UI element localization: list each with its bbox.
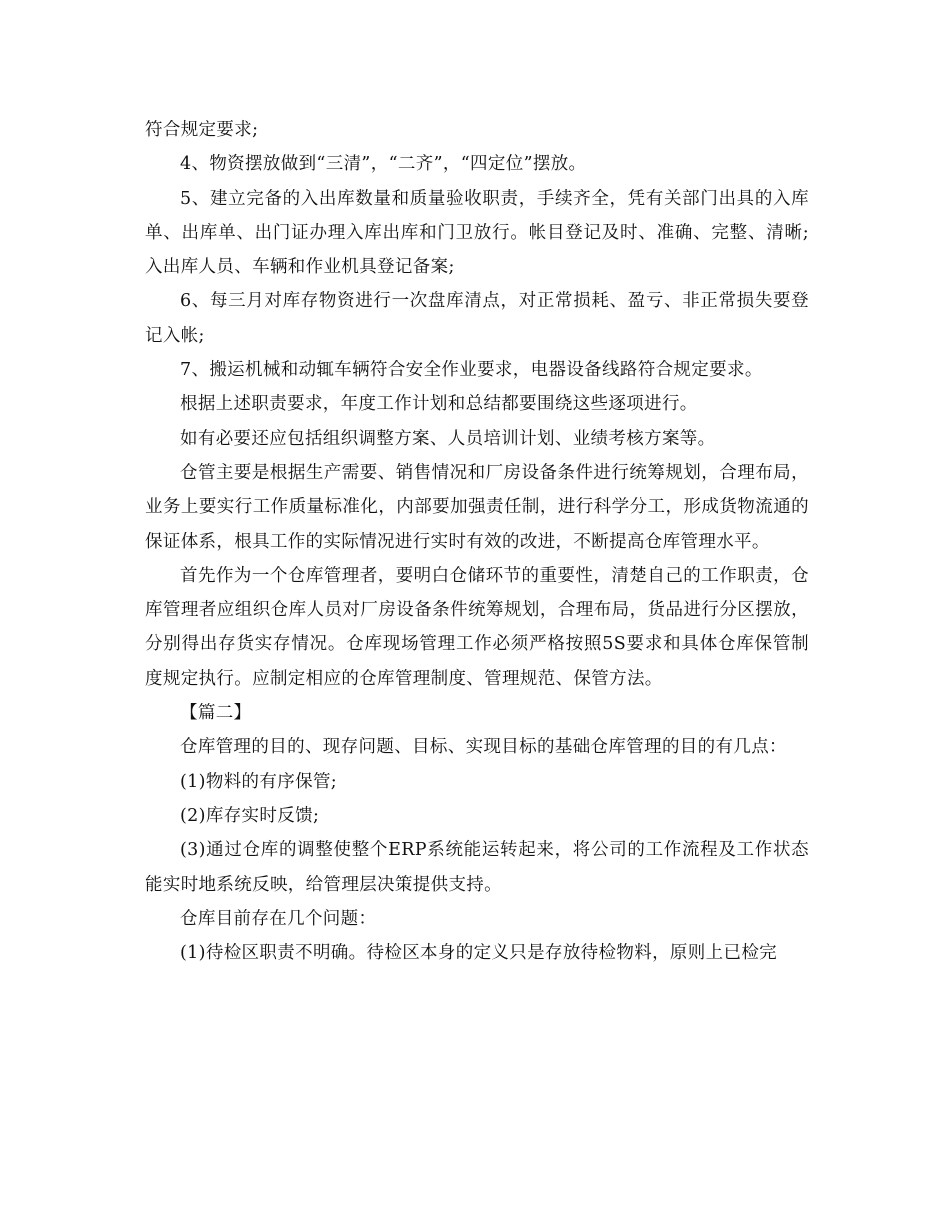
paragraph-manager-role: 首先作为一个仓库管理者，要明白仓储环节的重要性，清楚自己的工作职责，仓库管理者应组织仓库人员对厂房设备条件统筹规划，合理布局，货品进行分区摆放，分别得出存货实存情况。仓库现场管理工作必须严格按照5S要求和具体仓库保管制度规定执行。应制定相应的仓库管理制度、管理规范、保管方法。 bbox=[145, 565, 809, 689]
paragraph-item-4: 4、物资摆放做到“三清”，“二齐”，“四定位”摆放。 bbox=[180, 154, 587, 175]
paragraph-purpose-intro: 仓库管理的目的、现存问题、目标、实现目标的基础仓库管理的目的有几点： bbox=[180, 737, 787, 758]
section-heading-part-two: 【篇二】 bbox=[180, 703, 252, 724]
paragraph-item-6: 6、每三月对库存物资进行一次盘库清点，对正常损耗、盈亏、非正常损失要登记入帐; bbox=[145, 291, 809, 346]
document-body bbox=[145, 113, 809, 970]
paragraph-continuation: 符合规定要求; bbox=[145, 120, 259, 140]
list-item-purpose-3: (3)通过仓库的调整使整个ERP系统能运转起来，将公司的工作流程及工作状态能实时地系统反映，给管理层决策提供支持。 bbox=[145, 840, 809, 895]
paragraph-summary: 根据上述职责要求，年度工作计划和总结都要围绕这些逐项进行。 bbox=[180, 394, 698, 415]
paragraph-problems-intro: 仓库目前存在几个问题： bbox=[180, 908, 377, 929]
list-item-problem-1: (1)待检区职责不明确。待检区本身的定义只是存放待检物料，原则上已检完 bbox=[180, 943, 778, 964]
paragraph-warehouse-main: 仓管主要是根据生产需要、销售情况和厂房设备条件进行统筹规划，合理布局，业务上要实行工作质量标准化，内部要加强责任制，进行科学分工，形成货物流通的保证体系，根具工作的实际情况进行实时有效的改进，不断提高仓库管理水平。 bbox=[145, 462, 809, 552]
paragraph-supplement: 如有必要还应包括组织调整方案、人员培训计划、业绩考核方案等。 bbox=[180, 428, 716, 449]
paragraph-item-5: 5、建立完备的入出库数量和质量验收职责，手续齐全，凭有关部门出具的入库单、出库单、出门证办理入库出库和门卫放行。帐目登记及时、准确、完整、清晰;入出库人员、车辆和作业机具登记备案; bbox=[145, 188, 809, 278]
paragraph-item-7: 7、搬运机械和动辄车辆符合安全作业要求，电器设备线路符合规定要求。 bbox=[180, 360, 763, 381]
list-item-purpose-2: (2)库存实时反馈; bbox=[180, 805, 320, 826]
list-item-purpose-1: (1)物料的有序保管; bbox=[180, 771, 338, 792]
